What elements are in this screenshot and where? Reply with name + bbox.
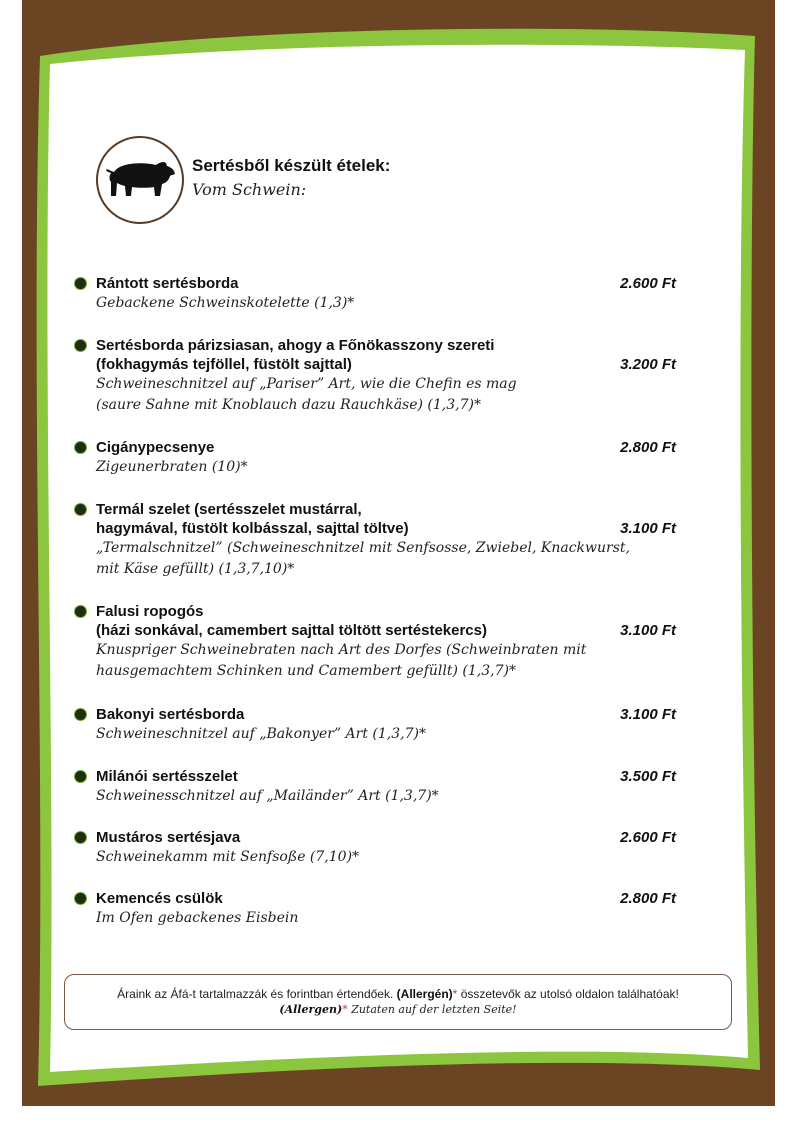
asterisk-de: * (342, 1003, 348, 1016)
dish-price: 3.500 Ft (620, 768, 676, 785)
menu-item (72, 767, 684, 807)
dish-translation: Schweinesschnitzel auf „Mailänder” Art (1,3,7)* (96, 788, 439, 804)
dish-translation: Zigeunerbraten (10)* (96, 459, 248, 475)
dish-name: Sertésborda párizsiasan, ahogy a Főnökasszony szereti (96, 337, 495, 354)
dish-translation: Schweineschnitzel auf „Pariser” Art, wie die Chefin es mag (96, 376, 517, 392)
bullet-icon (74, 339, 87, 352)
bullet-icon (74, 277, 87, 290)
dish-translation: mit Käse gefüllt) (1,3,7,10)* (96, 561, 295, 577)
allergen-note-de (65, 1003, 731, 1016)
allergen-label-de: (Allergen) (279, 1003, 343, 1016)
menu-item (72, 705, 684, 745)
menu-item (72, 438, 684, 478)
page-title: Sertésből készült ételek: (192, 156, 391, 175)
dish-translation: Schweineschnitzel auf „Bakonyer” Art (1,3,7)* (96, 726, 426, 742)
dish-translation: Im Ofen gebackenes Eisbein (96, 910, 299, 926)
bullet-icon (74, 708, 87, 721)
bullet-icon (74, 441, 87, 454)
dish-translation: „Termalschnitzel” (Schweineschnitzel mit Senfsosse, Zwiebel, Knackwurst, (96, 540, 630, 556)
dish-name: Rántott sertésborda (96, 275, 239, 292)
dish-translation: Gebackene Schweinskotelette (1,3)* (96, 295, 355, 311)
dish-name: hagymával, füstölt kolbásszal, sajttal töltve) (96, 520, 409, 537)
dish-price: 3.100 Ft (620, 622, 676, 639)
bullet-icon (74, 605, 87, 618)
dish-name: Kemencés csülök (96, 890, 223, 907)
bullet-icon (74, 503, 87, 516)
dish-name: Mustáros sertésjava (96, 829, 241, 846)
dish-name: Termál szelet (sertésszelet mustárral, (96, 501, 362, 518)
menu-item (72, 602, 684, 682)
dish-name: Falusi ropogós (96, 603, 204, 620)
dish-price: 2.600 Ft (620, 275, 676, 292)
menu-item (72, 274, 684, 314)
dish-price: 2.800 Ft (620, 439, 676, 456)
dish-translation: Knuspriger Schweinebraten nach Art des Dorfes (Schweinbraten mit (96, 642, 587, 658)
bullet-icon (74, 770, 87, 783)
dish-name: Bakonyi sertésborda (96, 706, 245, 723)
dish-translation: (saure Sahne mit Knoblauch dazu Rauchkäse) (1,3,7)* (96, 397, 481, 413)
bullet-icon (74, 892, 87, 905)
pig-icon (104, 156, 178, 202)
note-hu-text: Áraink az Áfá-t tartalmazzák és forintban értendőek. (117, 987, 394, 1001)
bullet-icon (74, 831, 87, 844)
dish-price: 3.200 Ft (620, 356, 676, 373)
dish-translation: Schweinekamm mit Senfsoße (7,10)* (96, 849, 360, 865)
dish-name: (házi sonkával, camembert sajttal töltött sertéstekercs) (96, 622, 487, 639)
allergen-note-hu (65, 987, 731, 1001)
dish-name: Cigánypecsenye (96, 439, 215, 456)
asterisk-hu: * (452, 987, 458, 1001)
note-hu-tail: összetevők az utolsó oldalon találhatóak! (460, 987, 679, 1001)
menu-item (72, 889, 684, 929)
dish-price: 3.100 Ft (620, 706, 676, 723)
page-subtitle: Vom Schwein: (192, 180, 307, 199)
dish-price: 3.100 Ft (620, 520, 676, 537)
allergen-label-hu: (Allergén) (396, 987, 453, 1001)
dish-name: Milánói sertésszelet (96, 768, 238, 785)
menu-item (72, 336, 684, 416)
dish-price: 2.800 Ft (620, 890, 676, 907)
dish-price: 2.600 Ft (620, 829, 676, 846)
allergen-note (64, 974, 732, 1030)
pig-badge (96, 136, 184, 224)
menu-item (72, 500, 684, 580)
note-de-text: Zutaten auf der letzten Seite! (351, 1003, 517, 1016)
dish-translation: hausgemachtem Schinken und Camembert gefüllt) (1,3,7)* (96, 663, 516, 679)
dish-name: (fokhagymás tejföllel, füstölt sajttal) (96, 356, 352, 373)
menu-item (72, 828, 684, 868)
